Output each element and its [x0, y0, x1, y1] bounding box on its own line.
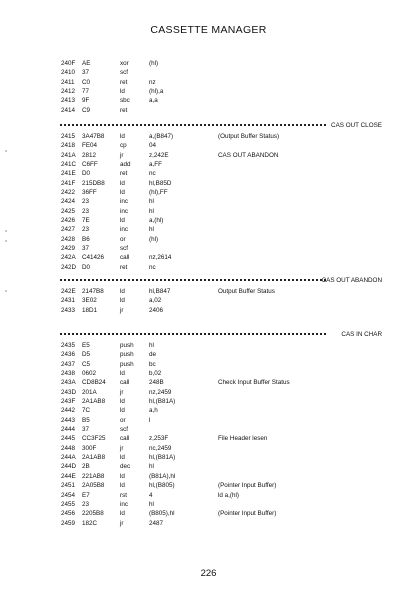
listing-row — [0, 472, 417, 481]
address: 241A — [61, 151, 76, 159]
mnemonic: ret — [120, 263, 128, 271]
mnemonic: inc — [120, 198, 129, 206]
page-number: 226 — [200, 568, 217, 579]
operand: a,a — [149, 97, 158, 105]
hex-bytes: 182C — [82, 519, 98, 527]
hex-bytes: 2A1AB8 — [82, 454, 106, 462]
address: 2415 — [61, 133, 76, 140]
address: 243D — [61, 388, 77, 396]
address: 2454 — [61, 491, 76, 499]
operand: hl,B85D — [149, 179, 172, 187]
comment: (Pointer Input Buffer) — [218, 510, 277, 518]
listing-row — [0, 406, 417, 415]
mnemonic: ret — [120, 170, 128, 178]
mnemonic: inc — [120, 226, 129, 234]
operand: l — [149, 416, 151, 424]
hex-bytes: 300F — [82, 444, 97, 452]
hex-bytes: D0 — [82, 263, 91, 271]
operand: hl — [149, 207, 154, 215]
operand: (hl) — [149, 60, 159, 67]
operand: (hl),a — [149, 88, 164, 96]
operand: hl,(B81A) — [149, 454, 176, 462]
hex-bytes: 36FF — [82, 189, 97, 197]
listing-row — [0, 444, 417, 453]
address: 2433 — [61, 306, 76, 314]
operand: z,242E — [149, 151, 169, 159]
hex-bytes: 9F — [82, 97, 90, 105]
operand: nc,2459 — [149, 444, 172, 452]
address: 241C — [61, 161, 77, 169]
mnemonic: ld — [120, 510, 125, 518]
mnemonic: push — [120, 351, 134, 359]
operand: hl — [149, 463, 154, 471]
operand: 04 — [149, 142, 157, 150]
address: 2425 — [61, 207, 76, 215]
mnemonic: sbc — [120, 97, 130, 105]
hex-bytes: CC3F25 — [82, 435, 106, 443]
listing-row — [0, 132, 417, 141]
section-label: CAS OUT ABANDON — [321, 277, 382, 284]
hex-bytes: D5 — [82, 351, 91, 359]
operand: hl,(B805) — [149, 482, 175, 490]
address: 243F — [61, 398, 76, 406]
hex-bytes: 3A47B8 — [82, 133, 105, 140]
hex-bytes: AE — [82, 60, 91, 67]
section-separator — [60, 276, 400, 285]
listing-row — [0, 296, 417, 305]
listing-row — [0, 462, 417, 471]
listing-row — [0, 160, 417, 169]
section-separator — [60, 330, 400, 339]
listing-row — [0, 341, 417, 350]
mnemonic: ld — [120, 189, 125, 197]
mnemonic: or — [120, 416, 126, 424]
hex-bytes: 215DB8 — [82, 179, 105, 187]
hex-bytes: 7C — [82, 407, 91, 415]
section-label: CAS IN CHAR — [341, 331, 382, 338]
address: 244D — [61, 463, 77, 471]
address: 2435 — [61, 342, 76, 349]
listing-row — [0, 188, 417, 197]
listing-row — [0, 106, 417, 115]
mnemonic: scf — [120, 69, 129, 77]
operand: hl — [149, 500, 154, 508]
hex-bytes: 23 — [82, 198, 90, 206]
address: 2418 — [61, 142, 76, 150]
listing-row — [0, 263, 417, 272]
address: 2429 — [61, 245, 76, 253]
address: 240F — [61, 60, 76, 67]
hex-bytes: B5 — [82, 416, 90, 424]
listing-row — [0, 59, 417, 68]
listing-block — [0, 287, 417, 315]
listing-row — [0, 434, 417, 443]
address: 2456 — [61, 510, 76, 518]
comment: (Output Buffer Status) — [218, 133, 280, 140]
hex-bytes: D0 — [82, 170, 91, 178]
operand: a,02 — [149, 297, 162, 305]
operand: hl — [149, 198, 154, 206]
mnemonic: scf — [120, 245, 129, 253]
address: 2442 — [61, 407, 76, 415]
hex-bytes: C5 — [82, 360, 91, 368]
mnemonic: scf — [120, 426, 129, 434]
hex-bytes: 0602 — [82, 370, 97, 378]
comment: CAS OUT ABANDON — [218, 151, 279, 159]
operand: nz — [149, 78, 156, 86]
page-title: CASSETTE MANAGER — [150, 24, 267, 36]
hex-bytes: C6FF — [82, 161, 98, 169]
listing-block — [0, 341, 417, 528]
operand: hl — [149, 342, 154, 349]
mnemonic: ld — [120, 472, 125, 480]
address: 2443 — [61, 416, 76, 424]
listing-row — [0, 369, 417, 378]
operand: 2487 — [149, 519, 164, 527]
comment: ld a,(hl) — [218, 491, 239, 499]
hex-bytes: 2205B8 — [82, 510, 104, 518]
scan-mark — [5, 290, 7, 292]
operand: hl,(B81A) — [149, 398, 176, 406]
mnemonic: call — [120, 435, 130, 443]
dotted-rule — [60, 124, 326, 126]
mnemonic: add — [120, 161, 131, 169]
hex-bytes: 37 — [82, 245, 90, 253]
address: 242A — [61, 254, 76, 262]
operand: hl — [149, 226, 154, 234]
hex-bytes: CD8B24 — [82, 379, 106, 387]
mnemonic: xor — [120, 60, 129, 67]
address: 244E — [61, 472, 76, 480]
address: 2414 — [61, 106, 76, 114]
mnemonic: dec — [120, 463, 131, 471]
hex-bytes: E5 — [82, 342, 90, 349]
mnemonic: inc — [120, 500, 129, 508]
comment: File Header lesen — [218, 435, 268, 443]
listing-block — [0, 59, 417, 115]
listing-row — [0, 253, 417, 262]
hex-bytes: E7 — [82, 491, 90, 499]
hex-bytes: C9 — [82, 106, 91, 114]
mnemonic: ld — [120, 407, 125, 415]
operand: (hl) — [149, 235, 159, 243]
listing-block — [0, 132, 417, 272]
mnemonic: jr — [120, 519, 124, 527]
listing-row — [0, 78, 417, 87]
address: 2448 — [61, 444, 76, 452]
mnemonic: rst — [120, 491, 127, 499]
dotted-rule — [60, 279, 326, 281]
hex-bytes: 3E02 — [82, 297, 97, 305]
hex-bytes: FE04 — [82, 142, 98, 150]
operand: 4 — [149, 491, 153, 499]
listing-row — [0, 87, 417, 96]
comment: (Pointer Input Buffer) — [218, 482, 277, 490]
address: 2424 — [61, 198, 76, 206]
operand: nc — [149, 263, 156, 271]
address: 2427 — [61, 226, 76, 234]
operand: (B81A),hl — [149, 472, 176, 480]
hex-bytes: 18D1 — [82, 306, 98, 314]
hex-bytes: 7E — [82, 217, 90, 225]
listing-row — [0, 306, 417, 315]
mnemonic: ret — [120, 78, 128, 86]
hex-bytes: 2A1AB8 — [82, 398, 106, 406]
address: 2431 — [61, 297, 76, 305]
operand: nc — [149, 170, 156, 178]
mnemonic: ld — [120, 482, 125, 490]
operand: 2406 — [149, 306, 164, 314]
listing-row — [0, 519, 417, 528]
comment: Output Buffer Status — [218, 288, 275, 295]
address: 242D — [61, 263, 77, 271]
comment: Check Input Buffer Status — [218, 379, 290, 387]
operand: hl,B847 — [149, 288, 171, 295]
mnemonic: or — [120, 235, 126, 243]
mnemonic: inc — [120, 207, 129, 215]
operand: a,(B847) — [149, 133, 174, 140]
hex-bytes: 23 — [82, 226, 90, 234]
address: 2428 — [61, 235, 76, 243]
hex-bytes: 37 — [82, 69, 90, 77]
listing-row — [0, 216, 417, 225]
operand: a,h — [149, 407, 158, 415]
listing-row — [0, 350, 417, 359]
address: 2413 — [61, 97, 76, 105]
operand: nz,2614 — [149, 254, 172, 262]
listing-row — [0, 491, 417, 500]
hex-bytes: 23 — [82, 207, 90, 215]
hex-bytes: 2812 — [82, 151, 97, 159]
listing-row — [0, 141, 417, 150]
mnemonic: ld — [120, 297, 125, 305]
listing-row — [0, 388, 417, 397]
operand: nz,2459 — [149, 388, 172, 396]
mnemonic: push — [120, 342, 134, 349]
address: 244A — [61, 454, 76, 462]
listing-row — [0, 397, 417, 406]
address: 2444 — [61, 426, 76, 434]
address: 243A — [61, 379, 76, 387]
address: 2437 — [61, 360, 76, 368]
listing-row — [0, 151, 417, 160]
hex-bytes: 37 — [82, 426, 90, 434]
operand: a,FF — [149, 161, 162, 169]
operand: (hl),FF — [149, 189, 168, 197]
address: 241F — [61, 179, 76, 187]
listing-row — [0, 68, 417, 77]
listing-row — [0, 244, 417, 253]
mnemonic: call — [120, 254, 130, 262]
hex-bytes: C41426 — [82, 254, 105, 262]
address: 242E — [61, 288, 76, 295]
address: 2426 — [61, 217, 76, 225]
address: 2412 — [61, 88, 76, 96]
listing-row — [0, 287, 417, 296]
mnemonic: jr — [120, 306, 124, 314]
mnemonic: ld — [120, 370, 125, 378]
listing-row — [0, 179, 417, 188]
hex-bytes: 201A — [82, 388, 97, 396]
scan-mark — [5, 240, 7, 242]
listing-row — [0, 207, 417, 216]
mnemonic: ld — [120, 179, 125, 187]
mnemonic: cp — [120, 142, 127, 150]
operand: a,(hl) — [149, 217, 164, 225]
operand: de — [149, 351, 157, 359]
operand: 248B — [149, 379, 164, 387]
listing-row — [0, 453, 417, 462]
mnemonic: ld — [120, 288, 125, 295]
listing-row — [0, 500, 417, 509]
address: 2451 — [61, 482, 76, 490]
mnemonic: ld — [120, 454, 125, 462]
dotted-rule — [60, 333, 326, 335]
mnemonic: call — [120, 379, 130, 387]
listing-row — [0, 225, 417, 234]
listing-row — [0, 235, 417, 244]
section-separator — [60, 121, 400, 130]
listing-row — [0, 197, 417, 206]
address: 2422 — [61, 189, 76, 197]
operand: z,253F — [149, 435, 169, 443]
hex-bytes: 77 — [82, 88, 90, 96]
operand: (B805),hl — [149, 510, 175, 518]
listing-row — [0, 481, 417, 490]
listing-row — [0, 360, 417, 369]
address: 2411 — [61, 78, 75, 86]
mnemonic: ret — [120, 106, 128, 114]
mnemonic: ld — [120, 88, 125, 96]
hex-bytes: B6 — [82, 235, 90, 243]
mnemonic: ld — [120, 133, 125, 140]
operand: bc — [149, 360, 156, 368]
address: 2455 — [61, 500, 76, 508]
hex-bytes: 2B — [82, 463, 90, 471]
mnemonic: push — [120, 360, 134, 368]
address: 2445 — [61, 435, 76, 443]
mnemonic: jr — [120, 388, 124, 396]
hex-bytes: 2A05B8 — [82, 482, 105, 490]
mnemonic: jr — [120, 151, 124, 159]
section-label: CAS OUT CLOSE — [331, 122, 382, 129]
address: 2459 — [61, 519, 76, 527]
listing-row — [0, 96, 417, 105]
mnemonic: ld — [120, 398, 125, 406]
address: 2438 — [61, 370, 76, 378]
hex-bytes: 221AB8 — [82, 472, 105, 480]
listing-row — [0, 378, 417, 387]
address: 241E — [61, 170, 76, 178]
hex-bytes: 2147B8 — [82, 288, 104, 295]
mnemonic: ld — [120, 217, 125, 225]
hex-bytes: C0 — [82, 78, 91, 86]
listing-row — [0, 169, 417, 178]
listing-row — [0, 509, 417, 518]
hex-bytes: 23 — [82, 500, 90, 508]
mnemonic: jr — [120, 444, 124, 452]
scan-mark — [5, 150, 7, 152]
address: 2436 — [61, 351, 76, 359]
listing-row — [0, 425, 417, 434]
address: 2410 — [61, 69, 76, 77]
scan-mark — [5, 230, 7, 232]
listing-row — [0, 416, 417, 425]
operand: b,02 — [149, 370, 162, 378]
